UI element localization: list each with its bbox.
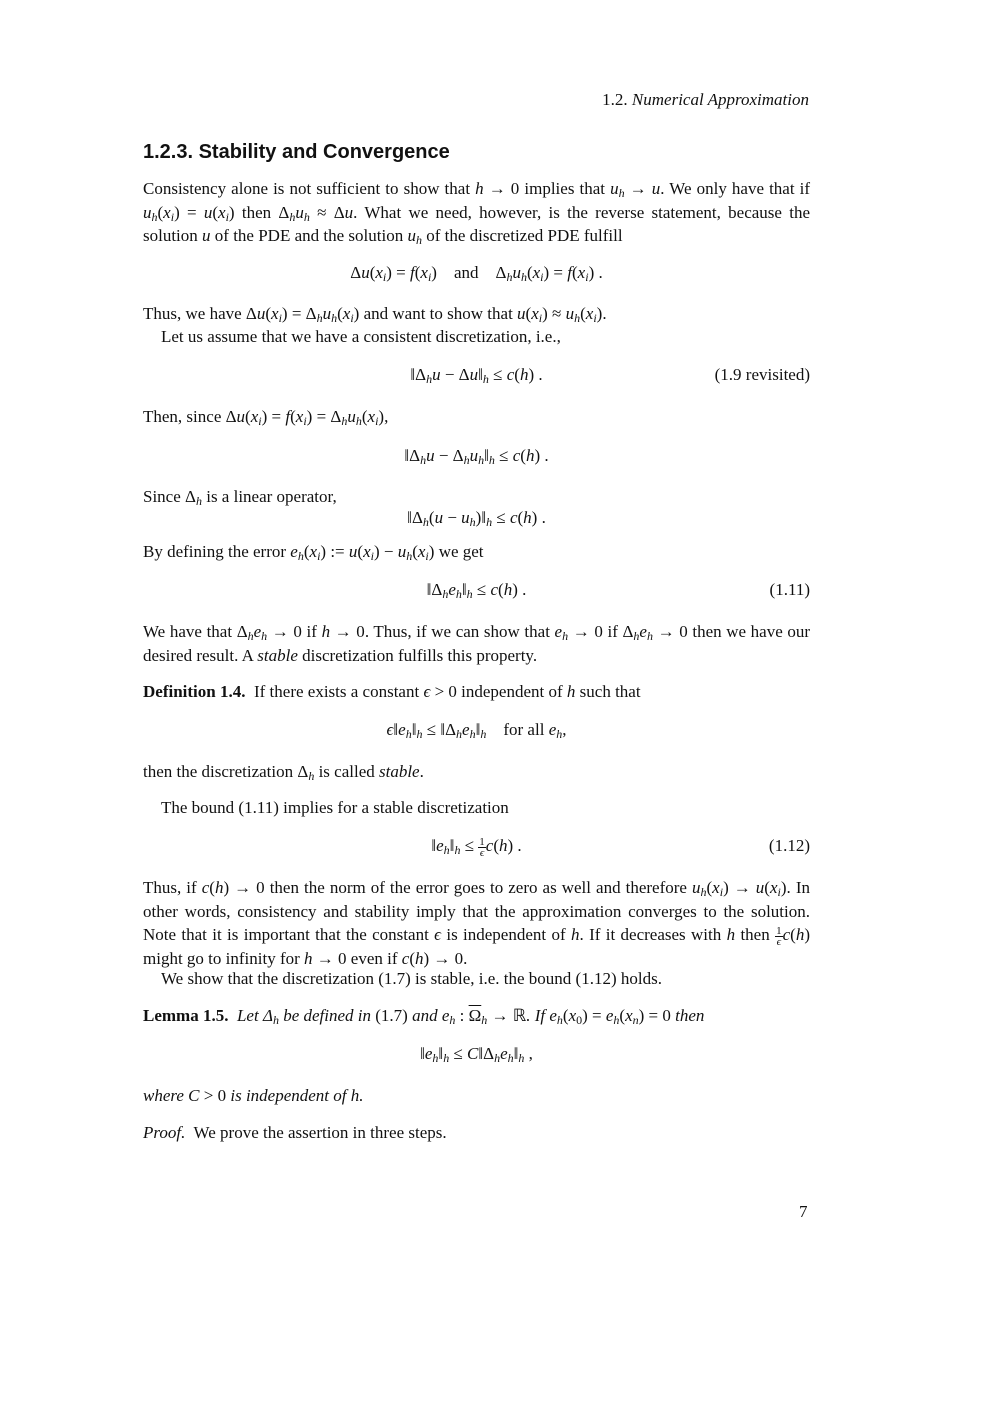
definition-label: Definition 1.4. (143, 682, 246, 701)
paragraph-linear-operator: Since $\Delta_h$ is a linear operator, (143, 487, 337, 508)
equation-stability: $\epsilon‖e_h‖_h$ ≤ $‖\Delta_he_h‖_h$ for all $e_h$, (386, 720, 567, 741)
paragraph-bound-implies: The bound (1.11) implies for a stable discretization (161, 798, 509, 817)
running-header (602, 90, 809, 110)
lemma-conclusion: where C > 0 is independent of h. (143, 1086, 364, 1105)
paragraph-thus: Thus, we have $\Delta u(x_i) = \Delta_hu_h(x_i)$ and want to show that $u(x_i) \approx u_h(x_i)$. (143, 304, 607, 325)
equation-1-11: $‖\Delta_he_h‖_h \le c(h)$ . (1.11) (426, 580, 810, 601)
equation-number: (1.11) (769, 580, 810, 599)
page-number: 7 (799, 1202, 808, 1221)
header-section-number: 1.2. (602, 90, 628, 109)
paragraph-consistency: Consistency alone is not sufficient to show that h → 0 implies that $u_h \to u$. We only have that if $u_h(x_i) = u(x_i)$ then $\Delta_hu_h \approx \Delta u$. What we need, however, is the reverse statement, because the solution u of the PDE and the solution $u_h$ of the discretized PDE fulfill (143, 179, 811, 247)
equation-number: (1.12) (768, 836, 810, 855)
paragraph-show-stable: We show that the discretization (1.7) is stable, i.e. the bound (1.12) holds. (161, 969, 662, 988)
lemma-1-5: Lemma 1.5. Let $\Delta_h$ be defined in (1.7) and $e_h$ : $\overline{\Omega}_h$ → ℝ. If $e_h(x_0) = e_h(x_n) = 0$ then (143, 1006, 705, 1027)
definition-conclusion: then the discretization $\Delta_h$ is called stable. (143, 762, 424, 783)
paragraph-desired-result: We have that $\Delta_he_h \to 0$ if h → 0. Thus, if we can show that $e_h \to 0$ if $\Delta_he_h \to 0$ then we have our desired result. A stable discretization fulfills this property. (143, 622, 811, 665)
equation-bound-uh: $‖\Delta_hu$ − $\Delta_hu_h‖_h \le c(h)$ . (404, 446, 549, 467)
equation-lemma: $‖e_h‖_h$ ≤ $C‖\Delta_he_h‖_h$ , (420, 1044, 533, 1065)
equation-number: (1.9 revisited) (714, 365, 810, 384)
definition-1-4: Definition 1.4. If there exists a constant ϵ > 0 independent of h such that (143, 682, 641, 701)
proof-label: Proof. (143, 1123, 186, 1142)
equation-1-12: $‖e_h‖_h$ ≤ $\frac{1}{\epsilon}$ c(h) . (1.12) (431, 835, 810, 859)
paragraph-error-def: By defining the error $e_h(x_i)$ := $u(x_i) - u_h(x_i)$ we get (143, 542, 484, 563)
equation-consistency: $‖\Delta_hu$ − $\Delta u‖_h \le c(h)$ . (1.9 revisited) (410, 365, 810, 386)
equation-linear: $‖\Delta_h(u$ − $u_h)‖_h \le c(h)$ . (407, 508, 546, 529)
section-title: 1.2.3. Stability and Convergence (143, 141, 450, 163)
equation-pde: $\Delta u(x_i) = f(x_i)$ and $\Delta_hu_h(x_i) = f(x_i)$ . (350, 263, 603, 284)
header-chapter-title: Numerical Approximation (631, 90, 809, 109)
paragraph-assume: Let us assume that we have a consistent discretization, i.e., (161, 327, 561, 346)
paragraph-convergence: Thus, if c(h) → 0 then the norm of the error goes to zero as well and therefore $u_h(x_i) \to u(x_i)$. In other words, consistency and stability imply that the approximation converges to the solution. Note that it is important that the constant ϵ is independent of h. If it decreases with h then $\frac{1}{\epsilon}$ c(h) might go to infinity for h → 0 even if c(h) → 0. (143, 878, 810, 968)
lemma-label: Lemma 1.5. (143, 1006, 229, 1025)
paragraph-then-since: Then, since $\Delta u(x_i) = f(x_i) = \Delta_hu_h(x_i)$, (143, 407, 389, 428)
proof-start: Proof. We prove the assertion in three steps. (143, 1123, 447, 1142)
